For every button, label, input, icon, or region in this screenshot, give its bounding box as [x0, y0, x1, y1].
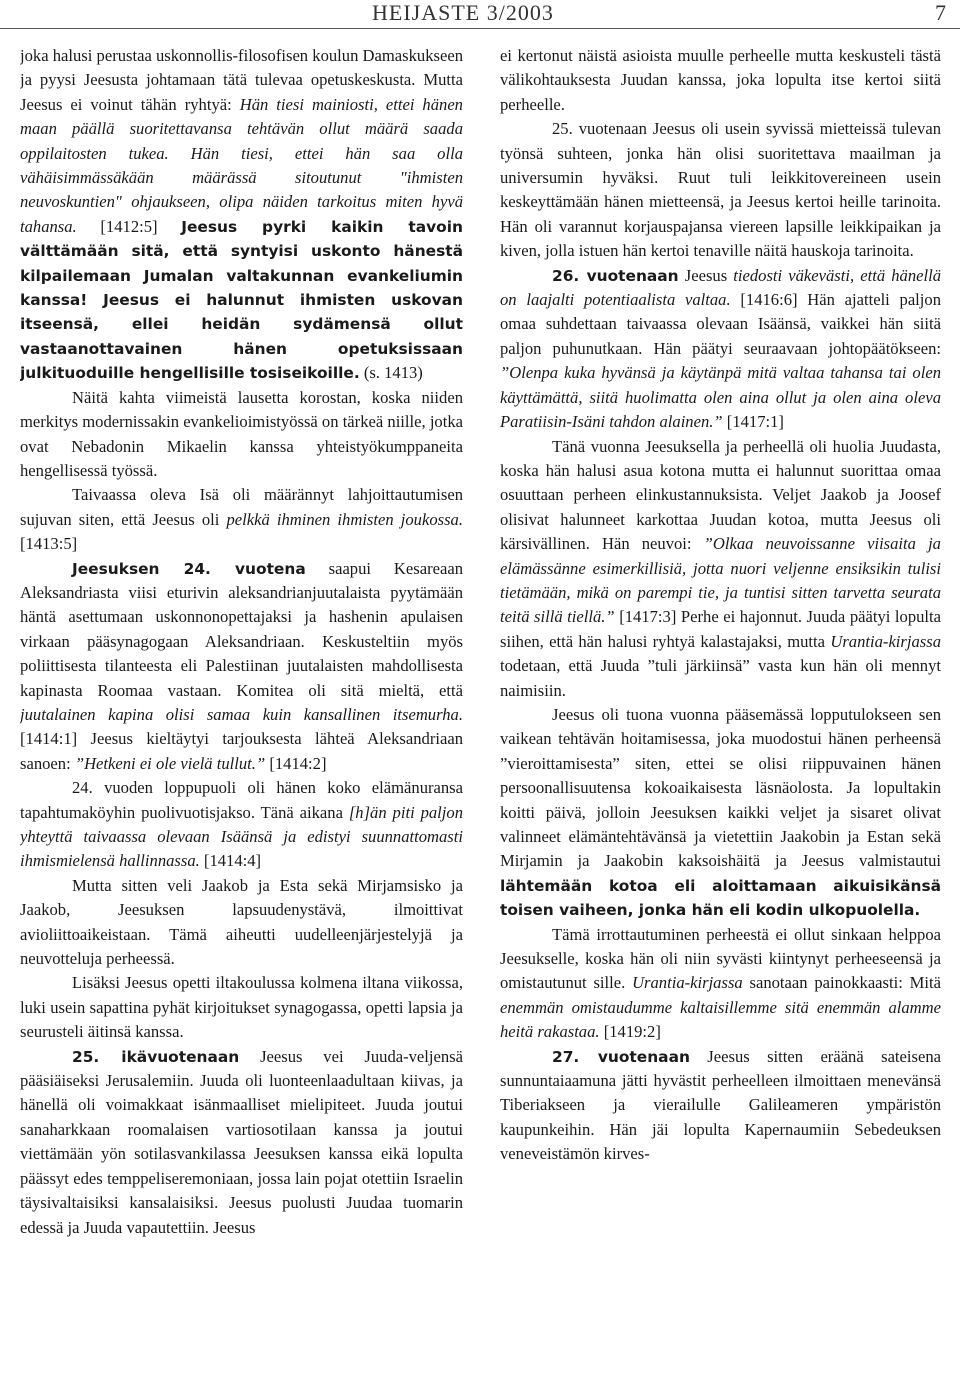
paragraph: Tämä irrottautuminen perheestä ei ollut sinkaan helppoa Jeesukselle, koska hän oli niin syvästi kiintynyt perheeseensä ja omistautunut sille. Urantia-kirjassa sanotaan painokkaasti: Mitä enemmän omistaudumme kaltaisillemme sitä enemmän alamme heitä rakastaa. [1419:2] [500, 924, 941, 1042]
header-rule [0, 28, 960, 29]
paragraph: Taivaassa oleva Isä oli määrännyt lahjoittautumisen sujuvan siten, että Jeesus oli pelkkä ihminen ihmisten joukossa. [1413:5] [20, 485, 463, 554]
right-column [500, 44, 941, 1380]
paragraph: 27. vuotenaan Jeesus sitten eräänä sateisena sunnuntaiaamuna jätti hyvästit perheelleen ilmoittaen menevänsä Tiberiakseen ja vierailulle Galileameren ympäristön kaupunkeihin. Hän jäi lopulta Kapernaumiin Sebedeuksen veneveistämön kirves- [500, 1046, 941, 1164]
page-header [0, 0, 960, 28]
running-title: HEIJASTE 3/2003 [372, 0, 554, 25]
paragraph: 26. vuotenaan Jeesus tiedosti väkevästi, että hänellä on laajalti potentiaalista valtaa. [1416:6] Hän ajatteli paljon omaa suhdettaan taivaassa olevaan Isäänsä, vaikkei hän siitä paljon puhunutkaan. Hän päätyi seuraavaan johtopäätökseen: ”Olenpa kuka hyvänsä ja käytänpä mitä valtaa tahansa tai olen käyttämättä, siitä huolimatta olen aina ollut ja olen aina oleva Paratiisin-Isäni tahdon alainen.” [1417:1] [500, 265, 941, 432]
paragraph: 24. vuoden loppupuoli oli hänen koko elämänuransa tapahtumaköyhin puolivuotisjakso. Tänä aikana [h]än piti paljon yhteyttä taivaassa olevaan Isäänsä ja edistyi suunnattomasti ihmismielensä hallinnassa. [1414:4] [20, 778, 463, 871]
paragraph: Tänä vuonna Jeesuksella ja perheellä oli huolia Juudasta, koska hän halusi asua kotona mutta ei halunnut suorittaa omaa osuuttaan perheen elinkustannuksista. Veljet Jaakob ja Joosef olisivat halunneet karkottaa Juudan kotoa, mutta Jeesus oli kärsivällinen. Hän neuvoi: ”Olkaa neuvoissanne viisaita ja elämässänne esimerkillisiä, jotta nuori veljenne ensiksikin tulisi tietämään, mikä on parempi tie, ja tuntisi sitten tarvetta seurata teitä sillä tiellä.” [1417:3] Perhe ei hajonnut. Juuda päätyi lopulta siihen, että hän halusi ryhtyä kalastajaksi, mutta Urantia-kirjassa todetaan, että Juuda ”tuli järkiinsä” vasta kun hän oli mennyt naimisiin. [500, 436, 941, 700]
paragraph: Mutta sitten veli Jaakob ja Esta sekä Mirjamsisko ja Jaakob, Jeesuksen lapsuudenystävä, ilmoittivat avioliittoaikeistaan. Tämä aiheutti uudelleenjärjestelyjä ja neuvotteluja perheessä. [20, 875, 463, 969]
paragraph: ei kertonut näistä asioista muulle perheelle mutta keskusteli tästä välikohtauksesta Juudan kanssa, joka lopulta itse kertoi siitä perheelle. [500, 46, 941, 114]
paragraph: joka halusi perustaa uskonnollis-filosofisen koulun Damaskukseen ja pyysi Jeesusta johtamaan tätä tulevaa opetuskeskusta. Mutta Jeesus ei voinut tähän ryhtyä: Hän tiesi mainiosti, ettei hänen maan päällä suoritettavansa tehtävän ollut määrä saada oppilaitosten tukea. Hän tiesi, ettei hän saa olla vähäisimmässäkään määrässä sitoutunut "ihmisten neuvoskuntien" ohjaukseen, olipa näiden tarkoitus miten hyvä tahansa. [1412:5] Jeesus pyrki kaikin tavoin välttämään sitä, että syntyisi uskonto hänestä kilpailemaan Jumalan valtakunnan evankeliumin kanssa! Jeesus ei halunnut ihmisten uskovan itseensä, ellei heidän sydämensä ollut vastaanottavainen hänen opetuksissaan julkituoduille hengellisille tosiseikoille. (s. 1413) [20, 46, 463, 383]
paragraph: 25. ikävuotenaan Jeesus vei Juuda-veljensä pääsiäiseksi Jerusalemiin. Juuda oli luonteenlaadultaan kiivas, ja hänellä oli voimakkaat isänmaalliset mielipiteet. Juuda joutui sanaharkkaan roomalaisen vartiosotilaan kanssa ja joutui viettämään yön sotilasvankilassa Jeesuksen kanssa eikä lopulta päässyt edes temppeliseremoniaan, jossa lain pojat otettiin Israelin täysivaltaisiksi kansalaisiksi. Jeesus puolusti Juudaa tuomarin edessä ja Juuda vapautettiin. Jeesus [20, 1046, 463, 1237]
page-number: 7 [935, 0, 946, 25]
paragraph: 25. vuotenaan Jeesus oli usein syvissä mietteissä tulevan työnsä suhteen, jonka hän olisi suoritettava maailman ja universumin hyväksi. Ruut tuli leikkitovereineen usein keskeyttämään hänen mietteensä, ja Jeesus kertoi heille tarinoita. Hän oli varannut korjauspajansa viereen lapsille leikkipaikan ja kiven, jolla istuen hän kertoi tenaville näitä hauskoja tarinoita. [500, 119, 941, 261]
left-column [20, 44, 463, 1380]
paragraph: Jeesus oli tuona vuonna pääsemässä lopputulokseen sen vaikean tehtävän hoitamisessa, joka muodostui hänen perheensä ”vieroittamisesta” siten, ettei se olisi riippuvainen hänen persoonallisuutensa kokoaikaisesta läsnäolosta. Ja lopultakin koitti päivä, jolloin Jeesuksen kaikki veljet ja sisaret olivat valinneet elämäntehtävänsä ja vietettiin Jaakobin ja Estan sekä Mirjamin ja Jaakobin kaksoishäitä ja Jeesus valmistautui lähtemään kotoa eli aloittamaan aikuisikänsä toisen vaiheen, jonka hän eli kodin ulkopuolella. [500, 704, 941, 920]
paragraph: Näitä kahta viimeistä lausetta korostan, koska niiden merkitys modernissakin evankelioimistyössä on tärkeä niille, jotka ovat Nebadonin Mikaelin kanssa yhteistyökumppaneita hengellisessä työssä. [20, 387, 463, 480]
paragraph: Jeesuksen 24. vuotena saapui Kesareaan Aleksandriasta viisi eturivin aleksandrianjuutalaista pyytämään häntä asettumaan uskonnonopettajaksi ja hashenin apulaisen virkaan pääsynagogaan Aleksandriaan. Keskusteltiin myös poliittisesta tilanteesta eli Palestiinan juutalaisten mahdollisesta kapinasta Roomaa vastaan. Komitea oli sitä mieltä, että juutalainen kapina olisi samaa kuin kansallinen itsemurha. [1414:1] Jeesus kieltäytyi tarjouksesta lähteä Aleksandriaan sanoen: ”Hetkeni ei ole vielä tullut.” [1414:2] [20, 558, 463, 773]
paragraph: Lisäksi Jeesus opetti iltakoulussa kolmena iltana viikossa, luki usein sapattina pyhät kirjoitukset synagogassa, opetti lapsia ja seurusteli äitinsä kanssa. [20, 973, 463, 1042]
